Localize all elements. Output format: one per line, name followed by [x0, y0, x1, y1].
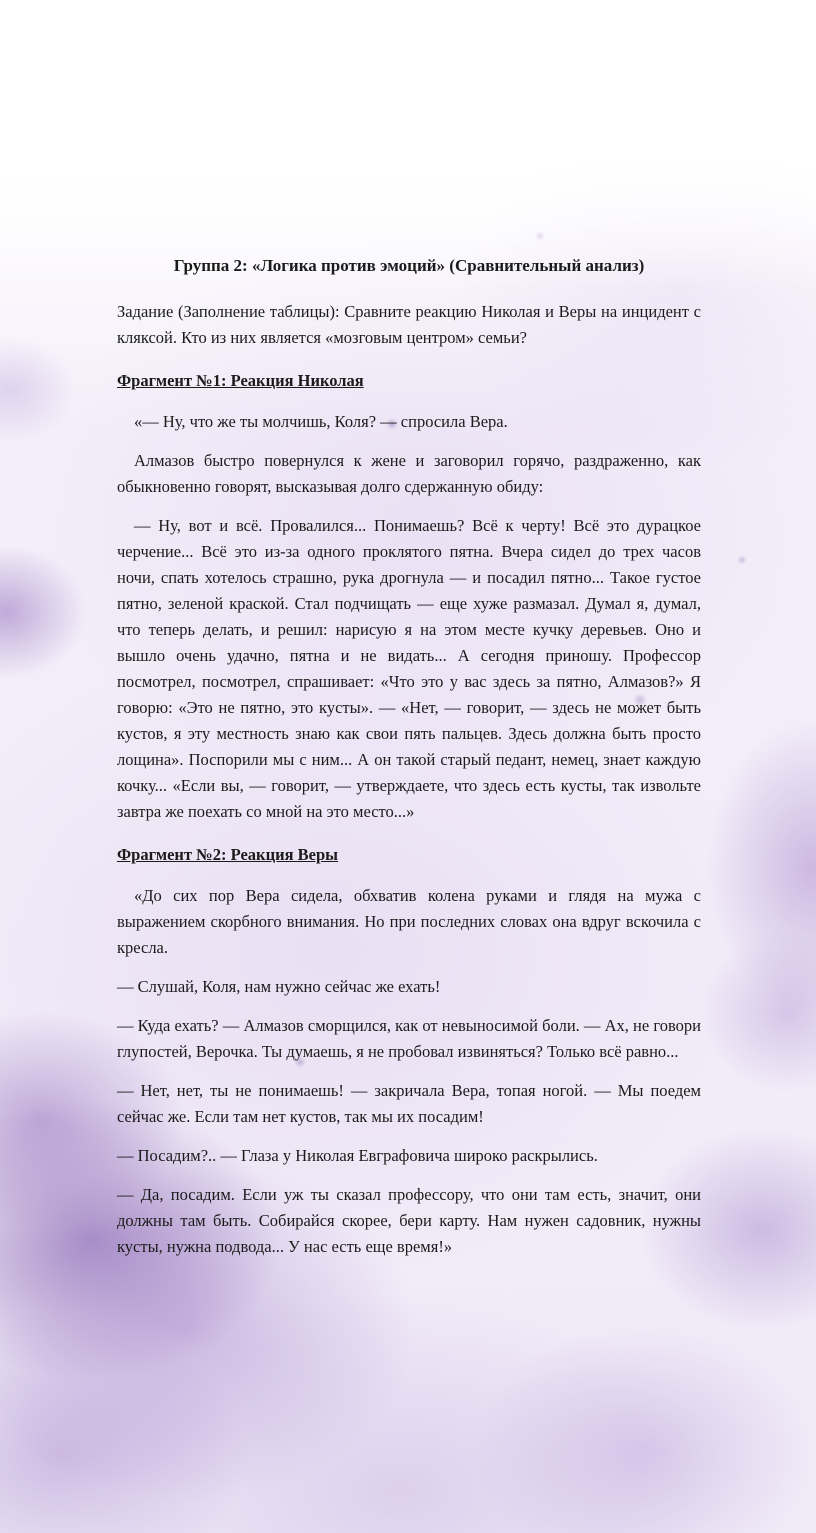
task-paragraph: Задание (Заполнение таблицы): Сравните реакцию Николая и Веры на инцидент с кляксой. Кто из них является «мозговым центром» семьи?: [117, 302, 701, 347]
fragment2-heading: Фрагмент №2: Реакция Веры: [117, 845, 339, 864]
fragment1-paragraph-2: Алмазов быстро повернулся к жене и заговорил горячо, раздраженно, как обыкновенно говорят, высказывая долго сдержанную обиду:: [117, 451, 701, 496]
document-content: [117, 253, 701, 1273]
fragment2-paragraph-6: — Да, посадим. Если уж ты сказал профессору, что они там есть, значит, они должны там быть. Собирайся скорее, бери карту. Нам нужен садовник, нужны кусты, нужна подвода... У нас есть еще время!»: [117, 1185, 701, 1256]
fragment2-paragraph-3: — Куда ехать? — Алмазов сморщился, как от невыносимой боли. — Ах, не говори глупостей, Верочка. Ты думаешь, я не пробовал извиняться? Только всё равно...: [117, 1016, 701, 1061]
fragment2-paragraph-4: — Нет, нет, ты не понимаешь! — закричала Вера, топая ногой. — Мы поедем сейчас же. Если там нет кустов, так мы их посадим!: [117, 1081, 701, 1126]
fragment1-paragraph-1: «— Ну, что же ты молчишь, Коля? — спросила Вера.: [134, 412, 508, 431]
fragment1-paragraph-3: — Ну, вот и всё. Провалился... Понимаешь? Всё к черту! Всё это дурацкое черчение... Всё это из-за одного проклятого пятна. Вчера сидел до трех часов ночи, спать хотелось страшно, рука дрогнула — и посадил пятно... Такое густое пятно, зеленой краской. Стал подчищать — еще хуже размазал. Думал я, думал, что теперь делать, и решил: нарисую я на этом месте кучку деревьев. Оно и вышло очень удачно, пятна и не видать... А сегодня приношу. Профессор посмотрел, посмотрел, спрашивает: «Что это у вас здесь за пятно, Алмазов?» Я говорю: «Это не пятно, это кусты». — «Нет, — говорит, — здесь не может быть кустов, я эту местность знаю как свои пять пальцев. Здесь должна быть просто лощина». Поспорили мы с ним... А он такой старый педант, немец, знает каждую кочку... «Если вы, — говорит, — утверждаете, что здесь есть кусты, так извольте завтра же поехать со мной на это место...»: [117, 516, 701, 821]
fragment2-paragraph-1: «До сих пор Вера сидела, обхватив колена руками и глядя на мужа с выражением скорбного внимания. Но при последних словах она вдруг вскочила с кресла.: [117, 886, 701, 957]
fragment2-paragraph-2: — Слушай, Коля, нам нужно сейчас же ехать!: [117, 977, 441, 996]
fragment2-paragraph-5: — Посадим?.. — Глаза у Николая Евграфовича широко раскрылись.: [117, 1146, 598, 1165]
fragment1-heading: Фрагмент №1: Реакция Николая: [117, 371, 364, 390]
document-title: Группа 2: «Логика против эмоций» (Сравнительный анализ): [173, 256, 645, 275]
